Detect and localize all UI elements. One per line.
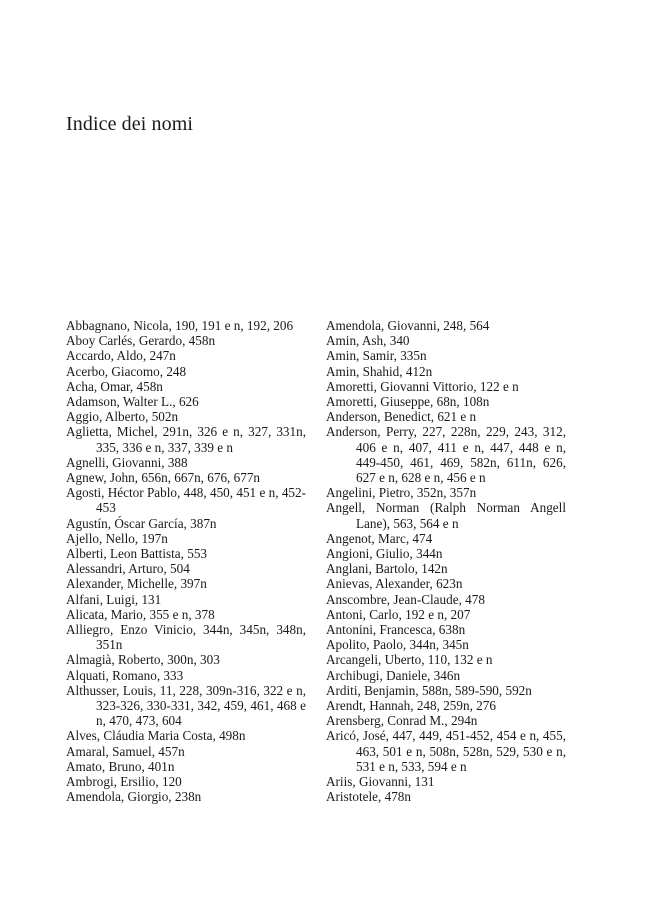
index-entry: Alicata, Mario, 355 e n, 378 <box>66 606 215 622</box>
index-entry: Antoni, Carlo, 192 e n, 207 <box>326 606 471 622</box>
index-entry: Anderson, Benedict, 621 e n <box>326 409 477 425</box>
index-entry: Angell, Norman (Ralph Norman Angell Lane), 563, 564 e n <box>326 500 566 531</box>
index-entry: Arcangeli, Uberto, 110, 132 e n <box>326 652 493 668</box>
index-entry: Accardo, Aldo, 247n <box>66 348 176 364</box>
index-entry: Arditi, Benjamin, 588n, 589-590, 592n <box>326 682 532 698</box>
index-column-left <box>66 318 306 805</box>
index-entry: Amato, Bruno, 401n <box>66 758 175 774</box>
index-entry: Apolito, Paolo, 344n, 345n <box>326 637 469 653</box>
index-entry: Alfani, Luigi, 131 <box>66 591 162 607</box>
index-entry: Aboy Carlés, Gerardo, 458n <box>66 333 216 349</box>
index-entry: Amin, Ash, 340 <box>326 333 410 349</box>
index-entry: Angioni, Giulio, 344n <box>326 546 443 562</box>
index-entry: Agnew, John, 656n, 667n, 676, 677n <box>66 470 261 486</box>
index-entry: Alessandri, Arturo, 504 <box>66 561 190 577</box>
index-entry: Angenot, Marc, 474 <box>326 530 433 546</box>
index-entry: Arensberg, Conrad M., 294n <box>326 713 478 729</box>
index-entry: Amoretti, Giovanni Vittorio, 122 e n <box>326 378 519 394</box>
index-entry: Angelini, Pietro, 352n, 357n <box>326 485 477 501</box>
index-entry: Amoretti, Giuseppe, 68n, 108n <box>326 394 490 410</box>
index-entry: Anglani, Bartolo, 142n <box>326 561 448 577</box>
index-entry: Althusser, Louis, 11, 228, 309n-316, 322 e n, 323-326, 330-331, 342, 459, 461, 468 e n, 470, 473, 604 <box>66 682 306 729</box>
index-entry: Alves, Cláudia Maria Costa, 498n <box>66 728 246 744</box>
index-entry: Amendola, Giorgio, 238n <box>66 789 202 805</box>
index-entry: Arendt, Hannah, 248, 259n, 276 <box>326 698 496 714</box>
index-entry: Alliegro, Enzo Vinicio, 344n, 345n, 348n, 351n <box>66 622 306 653</box>
index-entry: Ambrogi, Ersilio, 120 <box>66 774 182 790</box>
index-entry: Antonini, Francesca, 638n <box>326 622 466 638</box>
index-entry: Aristotele, 478n <box>326 789 411 805</box>
page-title: Indice dei nomi <box>66 113 194 135</box>
index-entry: Amin, Samir, 335n <box>326 348 427 364</box>
index-entry: Aggio, Alberto, 502n <box>66 409 179 425</box>
index-entry: Archibugi, Daniele, 346n <box>326 667 461 683</box>
index-entry: Ariis, Giovanni, 131 <box>326 774 435 790</box>
index-entry: Agnelli, Giovanni, 388 <box>66 454 188 470</box>
index-entry: Agustín, Óscar García, 387n <box>66 515 217 531</box>
index-entry: Ajello, Nello, 197n <box>66 530 168 546</box>
index-entry: Amin, Shahid, 412n <box>326 363 433 379</box>
index-entry: Anscombre, Jean-Claude, 478 <box>326 591 485 607</box>
index-entry: Adamson, Walter L., 626 <box>66 394 199 410</box>
index-entry: Amendola, Giovanni, 248, 564 <box>326 318 490 333</box>
index-entry: Alquati, Romano, 333 <box>66 667 184 683</box>
index-entry: Agosti, Héctor Pablo, 448, 450, 451 e n, 452-453 <box>66 485 306 516</box>
index-entry: Aricó, José, 447, 449, 451-452, 454 e n, 455, 463, 501 e n, 508n, 528n, 529, 530 e n, 531 e n, 533, 594 e n <box>326 728 566 774</box>
index-entry: Alberti, Leon Battista, 553 <box>66 546 208 562</box>
index-column-right <box>326 318 566 805</box>
index-entry: Anderson, Perry, 227, 228n, 229, 243, 312, 406 e n, 407, 411 e n, 447, 448 e n, 449-450, 461, 469, 582n, 611n, 626, 627 e n, 628 e n, 456 e n <box>326 424 566 486</box>
index-entry: Aglietta, Michel, 291n, 326 e n, 327, 331n, 335, 336 e n, 337, 339 e n <box>66 424 306 455</box>
index-entry: Abbagnano, Nicola, 190, 191 e n, 192, 206 <box>66 318 294 333</box>
index-entry: Acerbo, Giacomo, 248 <box>66 363 187 379</box>
index-entry: Amaral, Samuel, 457n <box>66 743 185 759</box>
name-index <box>66 318 566 805</box>
index-entry: Acha, Omar, 458n <box>66 378 163 394</box>
index-entry: Anievas, Alexander, 623n <box>326 576 463 592</box>
index-entry: Almagià, Roberto, 300n, 303 <box>66 652 220 668</box>
index-entry: Alexander, Michelle, 397n <box>66 576 207 592</box>
